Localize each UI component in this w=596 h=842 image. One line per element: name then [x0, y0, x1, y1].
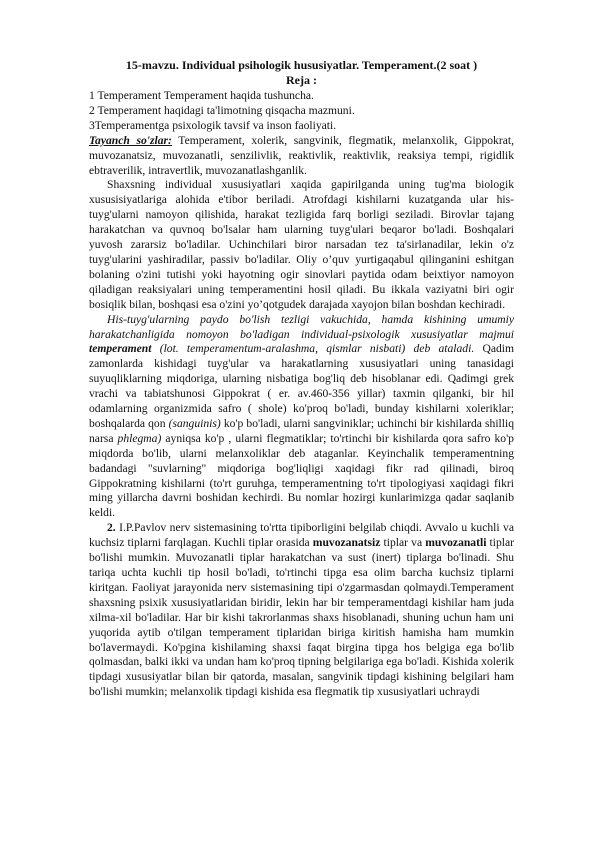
definition-italic: His-tuyg'ularning paydo bo'lish tezligi vakuchida, hamda kishining umumiy harakatchanligida nomoyon bo'ladigan individual-psixologik xususiyatlar majmui [89, 312, 514, 341]
history-text-2: ko'p bo'ladi, ularni sangviniklar; uchinchi bir kishilarda shilliq narsa [89, 416, 514, 445]
sanguinis-term: (sanguinis) [168, 416, 221, 430]
plan-list [89, 89, 514, 134]
paragraph-intro: Shaxsning individual xususiyatlari xaqida gapirilganda uning tug'ma biologik xususisiyatlariga alohida e'tibor beriladi. Atrofdagi kishilarni kuzatganda ular his-tuyg'ularni namoyon qilishida, harakat tezligida farq borligi seziladi. Birovlar tajang harakatchan va quvnoq bo'lsalar ham ularning tuyg'ulari beqaror bo'ladi. Boshqalari yuvosh zararsiz bo'ladilar. Uchinchilari biror narsadan tez ta'sirlanadilar, lekin o'z tuyg'ularini yashiradilar, passiv bo'ladilar. Oliy o’quv yurtigaqabul qilinganini eshitgan bolaning o'zini tutishi yoki hayotning ogir sinovlari paytida odam beixtiyor namoyon qiladigan reaksiyalari uning temperamentini hosil qiladi. Bu ikkala vaziyatni biri ogir bosiqlik bilan, boshqasi esa o'zini yo’qotgudek darajada xayojon bilan boshdan kechiradi. [89, 178, 514, 311]
page-content [89, 58, 514, 700]
plan-item: 2 Temperament haqidagi ta'limotning qisqacha mazmuni. [89, 103, 355, 117]
term-unbalanced: muvozanatsiz [312, 536, 381, 550]
paragraph-definition [89, 313, 514, 522]
definition-etymology: (lot. temperamentum-aralashma, qismlar nisbati) deb ataladi. [151, 342, 475, 356]
pavlov-text-3: tiplar bo'lishi mumkin. Muvozanatli tiplar harakatchan va sust (inert) tiplarga bo'linadi. Shu tariqa uchta kuchli tip hosil bo'ladi, to'rtinchi tipga esa olim barcha kuchsiz tiplarni kiritgan. Faoliyat jarayonida nerv sistemasining tipi o'zgarmasdan qolmaydi.Temperament shaxsning psixik xususiyatlaridan biridir, lekin har bir temperamentdagi kishilar ham juda xilma-xil bo'ladilar. Har bir kishi takrorlanmas shaxs hisoblanadi, shuning uchun ham uni yuqorida aytib o'tilgan temperament tiplaridan biriga kiritish hamisha ham mumkin bo'lavermaydi. Ko'pgina kishilaming shaxsi faqat birgina tipga hos belgiga ega bo'lib qolmasdan, balki ikki va undan ham ko'proq tipning belgilariga ega bo'ladi. Kishida xolerik tipdagi xususiyatlar bilan bir qatorda, masalan, sangvinik tipdagi kishining belgilari ham bo'lishi mumkin; melanxolik tipdagi kishida esa flegmatik tip xususiyatlari uchraydi [89, 536, 515, 699]
plan-item: 1 Temperament Temperament haqida tushuncha. [89, 89, 314, 102]
term-balanced: muvozanatli [425, 536, 487, 550]
pavlov-text-2: tiplar va [380, 536, 426, 550]
plan-item: 3Temperamentga psixologik tavsif va inson faoliyati. [89, 118, 337, 132]
document-title: 15-mavzu. Individual psihologik hususiyatlar. Temperament.(2 soat ) [125, 58, 478, 72]
history-text: Qadim zamonlarda kishidagi tuyg'ular va harakatlarning xususiyatlari uning tanasidagi suyuqliklarning miqdoriga, ularning nisbatiga bog'liq deb hisoblanar edi. Qadimgi grek vrachi va tabiatshunosi Gippokrat ( er. av.460-356 yillar) taxmin qilganki, bir hil odamlarning organizmida safro ( shole) ko'proq bo'ladi, bunday kishilarni xoleriklar; boshqalarda qon [89, 342, 515, 430]
keywords-label: Tayanch so'zlar: [89, 133, 172, 147]
pavlov-text: I.P.Pavlov nerv sistemasining to'rtta tipiborligini belgilab chiqdi. Avvalo u kuchli va kuchsiz tiplarni farqlagan. Kuchli tiplar orasida [89, 521, 514, 550]
plan-heading: Reja : [286, 73, 317, 87]
phlegma-term: phlegma) [117, 431, 162, 445]
paragraph-pavlov [89, 521, 514, 700]
definition-term: temperament [89, 342, 152, 356]
keywords-paragraph [89, 134, 514, 179]
history-text-3: ayniqsa ko'p , ularni flegmatiklar; to'rtinchi bir kishilarda qora safro ko'p miqdorda bo'lib, ularni melanxoliklar deb ataganlar. Keyinchalik temperamentning badandagi "suvlarning" miqdoriga bog'liqligi xaqidagi fikr rad qilinadi, biroq Gippokratning kishilarni (to'rt guruhga, temperamentning to'rt tipologiyasi xaqidagi fikri ming yillarcha davrni boshidan kechirdi. Bu nomlar hozirgi kunlarimizga qadar saqlanib keldi. [89, 431, 514, 520]
section-number: 2. [107, 521, 116, 535]
keywords-text: Temperament, xolerik, sangvinik, flegmatik, melanxolik, Gippokrat, muvozanatsiz, muvozanatli, senzilivlik, reaktivlik, reaktivlik, reaksiya tempi, rigidlik ebtraverilik, intravertlik, muvozanatlashganlik. [89, 133, 514, 177]
